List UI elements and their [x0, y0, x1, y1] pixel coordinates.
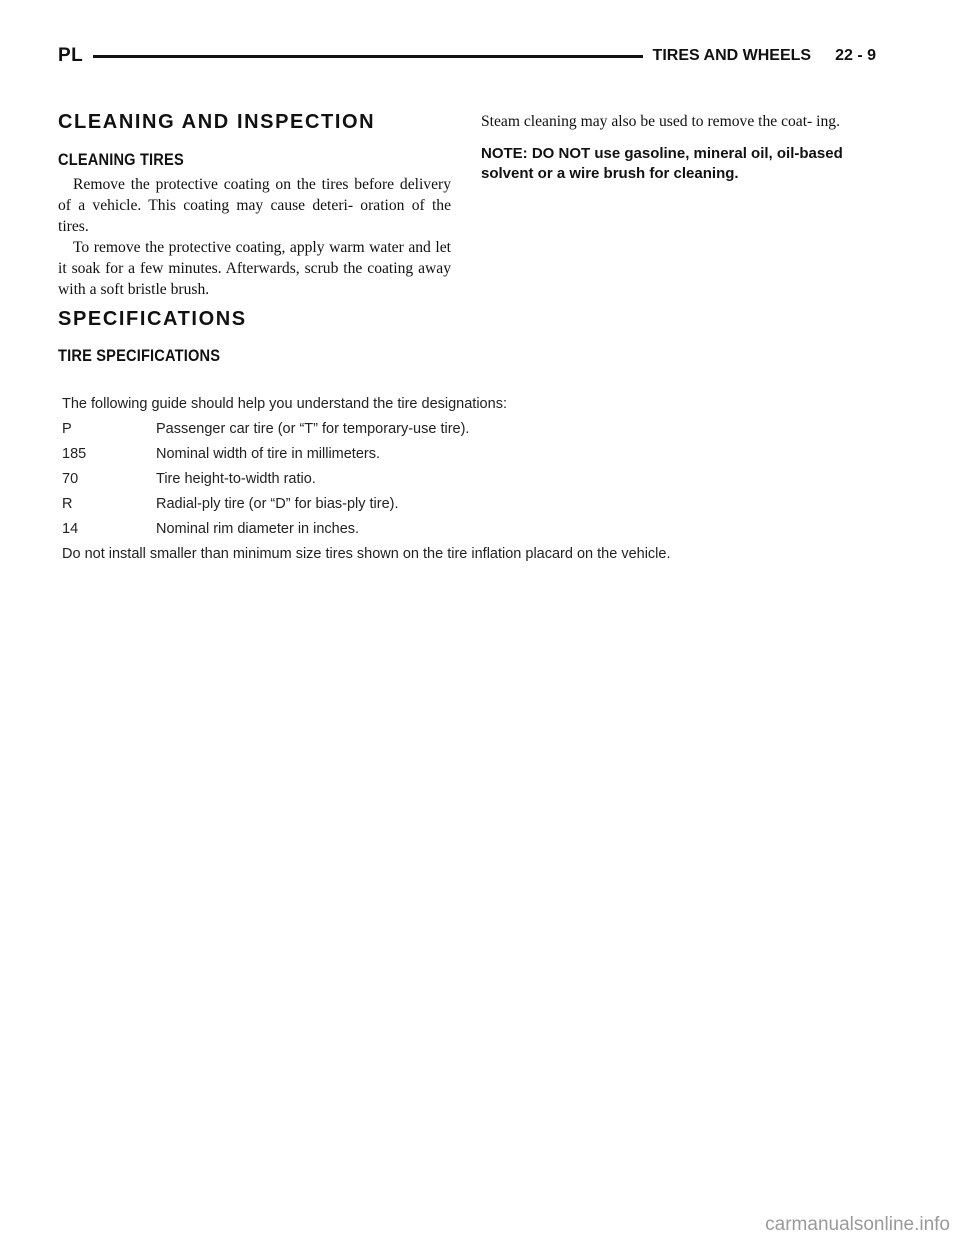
spec-desc: Radial-ply tire (or “D” for bias-ply tire).: [156, 496, 399, 512]
spec-code: P: [62, 421, 72, 437]
spec-desc: Tire height-to-width ratio.: [156, 471, 316, 487]
spec-code: 70: [62, 471, 79, 487]
spec-row: [62, 467, 902, 492]
header-page-number: 22 - 9: [835, 47, 876, 64]
note-line-1: NOTE: DO NOT use gasoline, mineral oil, oil-based: [481, 145, 843, 162]
para2-line-1: To remove the protective coating, apply warm: [73, 239, 365, 256]
para2-line-3: scrub the coating away with a soft bristle brush.: [58, 260, 451, 298]
spec-code: 185: [62, 446, 87, 462]
header-chapter-title: TIRES AND WHEELS: [652, 47, 812, 64]
para3-line-2: ing.: [816, 113, 840, 130]
spec-footer-note: Do not install smaller than minimum size tires shown on the tire inflation placard on the vehicle.: [62, 546, 671, 562]
cleaning-tires-subheading: CLEANING TIRES: [58, 150, 184, 169]
cleaning-note: [481, 144, 875, 184]
cleaning-paragraph-1: [58, 174, 451, 237]
para2-line-2: water and let it soak for a few minutes. Afterwards,: [58, 239, 451, 277]
header-section-code: PL: [58, 45, 84, 66]
spec-code: R: [62, 496, 73, 512]
tire-specifications-subheading: TIRE SPECIFICATIONS: [58, 346, 221, 365]
cleaning-right-column: [481, 111, 875, 184]
spec-row: [62, 492, 902, 517]
spec-code: 14: [62, 521, 79, 537]
tire-designation-guide: [62, 392, 902, 567]
spec-row: [62, 417, 902, 442]
header-rule: [93, 55, 642, 58]
para3-line-1: Steam cleaning may also be used to remove the coat-: [481, 113, 813, 130]
para1-line-3: oration of the tires.: [58, 197, 451, 235]
page-header: [58, 44, 876, 68]
cleaning-paragraph-3: [481, 111, 875, 132]
para1-line-2: delivery of a vehicle. This coating may cause deteri-: [58, 176, 451, 214]
spec-row: [62, 442, 902, 467]
spec-desc: Nominal rim diameter in inches.: [156, 521, 360, 537]
spec-row: [62, 517, 902, 542]
para1-line-1: Remove the protective coating on the tires before: [73, 176, 395, 193]
spec-desc: Passenger car tire (or “T” for temporary-use tire).: [156, 421, 470, 437]
cleaning-paragraph-2: [58, 237, 451, 300]
spec-desc: Nominal width of tire in millimeters.: [156, 446, 381, 462]
watermark: carmanualsonline.info: [765, 1214, 950, 1235]
note-line-2: solvent or a wire brush for cleaning.: [481, 165, 739, 182]
cleaning-heading: CLEANING AND INSPECTION: [58, 111, 376, 133]
spec-intro: The following guide should help you understand the tire designations:: [62, 396, 507, 412]
cleaning-left-column: [58, 174, 451, 300]
specifications-heading: SPECIFICATIONS: [58, 308, 247, 330]
